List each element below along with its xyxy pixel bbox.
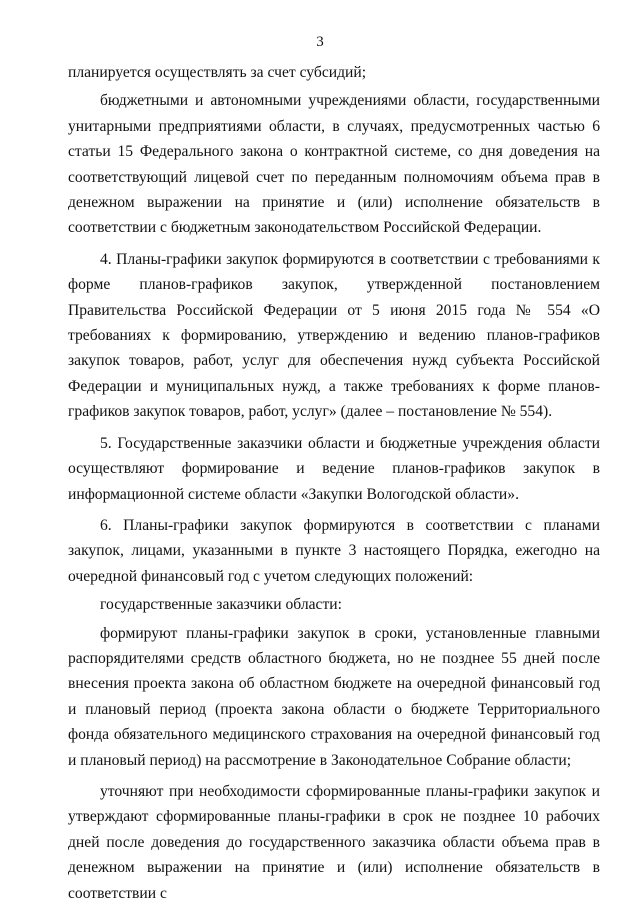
paragraph-budget-institutions: бюджетными и автономными учреждениями области, государственными унитарными предприятиями области, в случаях, предусмотренных частью 6 статьи 15 Федерального закона о контрактной системе, со дня доведения на соответствующий лицевой счет по переданным полномочиям объема прав в денежном выражении на принятие и (или) исполнение обязательств в соответствии с бюджетным законодательством Российской Федерации. bbox=[68, 92, 600, 237]
paragraph-form-plans: формируют планы-графики закупок в сроки, установленные главными распорядителями средств областного бюджета, но не позднее 55 дней после внесения проекта закона об областном бюджете на очередной финансовый год и плановый период (проекта закона области о бюджете Территориального фонда обязательного медицинского страхования на очередной финансовый год и плановый период) на рассмотрение в Законодательное Собрание области; bbox=[68, 624, 600, 769]
paragraph-item-6: 6. Планы-графики закупок формируются в соответствии с планами закупок, лицами, указанными в пункте 3 настоящего Порядка, ежегодно на очередной финансовый год с учетом следующих положений: bbox=[68, 516, 600, 585]
paragraph-continuation: планируется осуществлять за счет субсидий; bbox=[68, 64, 367, 81]
document-body bbox=[68, 60, 600, 912]
paragraph-item-4: 4. Планы-графики закупок формируются в соответствии с требованиями к форме планов-графиков закупок, утвержденной постановлением Правительства Российской Федерации от 5 июня 2015 года № 554 «О требованиях к формированию, утверждению и ведению планов-графиков закупок товаров, работ, услуг для обеспечения нужд субъекта Российской Федерации и муниципальных нужд, а также требованиях к форме планов-графиков закупок товаров, работ, услуг» (далее – постановление № 554). bbox=[68, 250, 600, 421]
paragraph-refine-plans: уточняют при необходимости сформированные планы-графики закупок и утверждают сформированные планы-графики в срок не позднее 10 рабочих дней после доведения до государственного заказчика области объема прав в денежном выражении на принятие и (или) исполнение обязательств в соответствии с bbox=[68, 782, 600, 902]
page-number: 3 bbox=[316, 34, 324, 50]
paragraph-item-5: 5. Государственные заказчики области и бюджетные учреждения области осуществляют формирование и ведение планов-графиков закупок в информационной системе области «Закупки Вологодской области». bbox=[68, 434, 600, 503]
paragraph-state-customers: государственные заказчики области: bbox=[100, 596, 342, 614]
